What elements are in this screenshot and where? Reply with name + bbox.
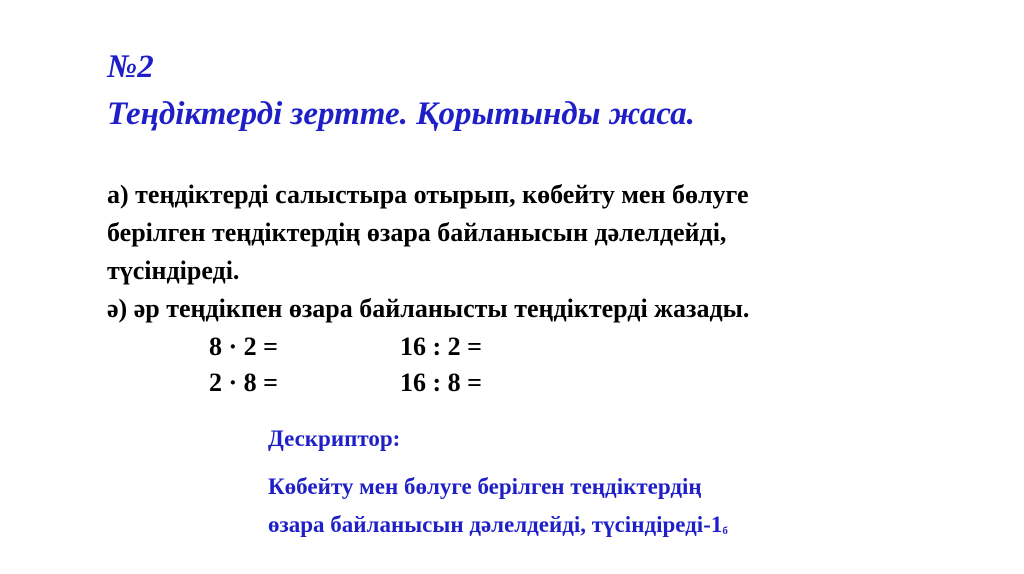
task-block	[107, 176, 987, 400]
task-a-line-2: берілген теңдіктердің өзара байланысын дәлелдейді,	[107, 218, 727, 247]
equation-row	[107, 328, 987, 364]
title-block	[107, 44, 695, 138]
score-unit-mark: б	[722, 525, 728, 537]
equation-division: 16 : 2 =	[400, 332, 482, 361]
task-number: №2	[107, 49, 154, 85]
task-a-line-1: а) теңдіктерді салыстыра отырып, көбейту мен бөлуге	[107, 180, 749, 209]
equation-division: 16 : 8 =	[400, 368, 482, 397]
descriptor-line-2-text: өзара байланысын дәлелдейді, түсіндіреді-1	[268, 512, 723, 537]
descriptor-line-2	[268, 506, 728, 550]
task-heading: Теңдіктерді зертте. Қорытынды жаса.	[107, 96, 695, 132]
task-a-line-3: түсіндіреді.	[107, 256, 240, 285]
descriptor-heading: Дескриптор:	[268, 426, 401, 451]
task-b-line: ә) әр теңдікпен өзара байланысты теңдіктерді жазады.	[107, 294, 750, 323]
descriptor-line-1: Көбейту мен бөлуге берілген теңдіктердің	[268, 474, 702, 499]
equation-row	[107, 364, 987, 400]
equation-multiplication: 2 · 8 =	[209, 368, 278, 397]
equation-multiplication: 8 · 2 =	[209, 332, 278, 361]
descriptor-block	[268, 424, 728, 550]
